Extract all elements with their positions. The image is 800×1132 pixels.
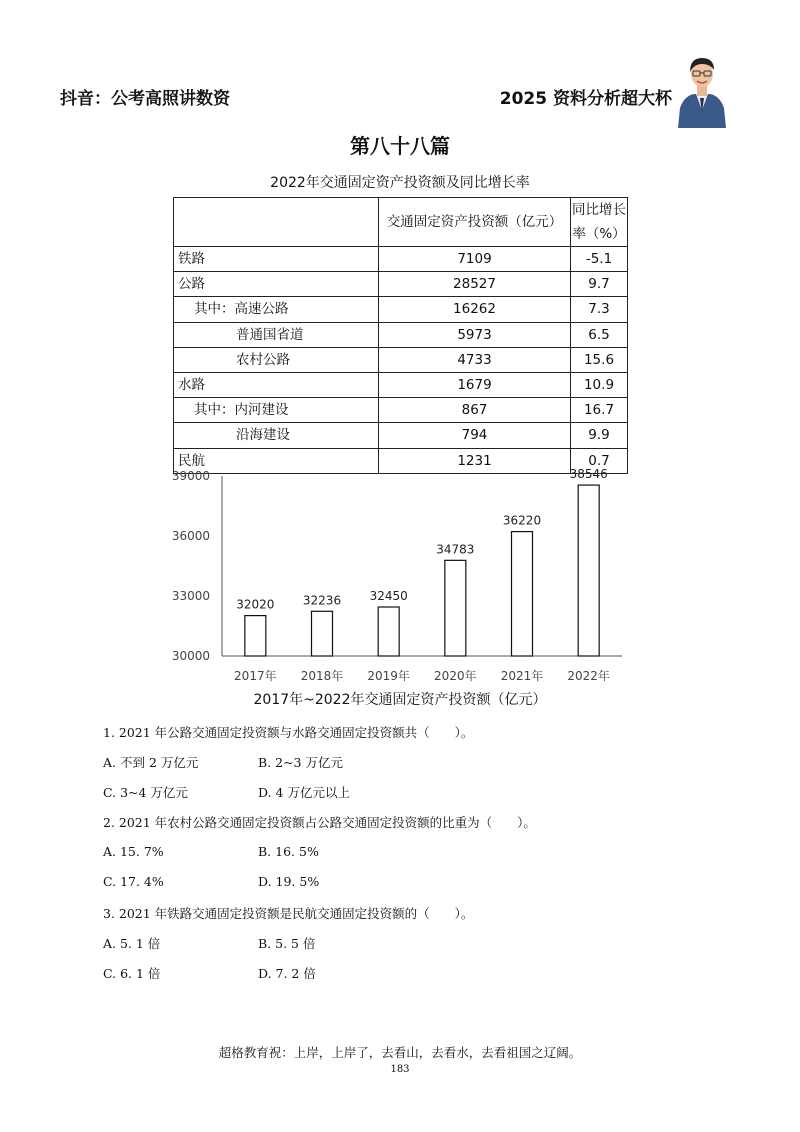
bar-value-label: 32236 (302, 593, 342, 608)
x-tick-label: 2020年 (434, 669, 477, 683)
y-tick-label: 39000 (171, 469, 210, 483)
page-number: 183 (390, 1064, 410, 1075)
footer-blessing: 超格教育祝：上岸，上岸了，去看山，去看水，去看祖国之辽阔。 (218, 1045, 582, 1060)
table-title: 2022年交通固定资产投资额及同比增长率 (270, 175, 530, 191)
investment-table (173, 197, 628, 474)
q1-option-c: C. 3~4 万亿元 (103, 785, 188, 800)
x-tick-label: 2021年 (500, 669, 544, 683)
q3-option-d: D. 7. 2 倍 (258, 966, 316, 981)
q1-option-d: D. 4 万亿元以上 (258, 785, 350, 800)
bar-2017年 (245, 616, 266, 656)
row-value: 7109 (379, 247, 571, 272)
x-tick-label: 2018年 (300, 669, 344, 683)
question-1: 1. 2021 年公路交通固定投资额与水路交通固定投资额共（ ）。 (103, 725, 474, 740)
row-value: 4733 (379, 347, 571, 372)
q2-option-a: A. 15. 7% (103, 844, 164, 859)
page-title: 第八十八篇 (350, 134, 450, 158)
question-2: 2. 2021 年农村公路交通固定投资额占公路交通固定投资额的比重为（ ）。 (103, 815, 536, 830)
row-label: 沿海建设 (174, 423, 379, 448)
bar-value-label: 32020 (236, 597, 275, 612)
bar-value-label: 34783 (436, 542, 475, 557)
x-tick-label: 2017年 (234, 669, 277, 683)
bar-2018年 (312, 611, 333, 656)
x-tick-label: 2019年 (367, 669, 410, 683)
table-header-row (174, 198, 628, 247)
header-right: 2025 资料分析超大杯 (499, 89, 672, 109)
q2-option-d: D. 19. 5% (258, 874, 320, 889)
row-value: 5973 (379, 322, 571, 347)
header-cell: 交通固定资产投资额（亿元） (379, 198, 571, 247)
table-row (174, 398, 628, 423)
row-value: 16262 (379, 297, 571, 322)
table-row (174, 272, 628, 297)
row-label: 农村公路 (174, 347, 379, 372)
bar-2021年 (512, 532, 533, 656)
row-rate: 10.9 (571, 372, 628, 397)
table-row (174, 297, 628, 322)
table-row (174, 322, 628, 347)
table-row (174, 372, 628, 397)
row-rate: 6.5 (571, 322, 628, 347)
header-cell (174, 198, 379, 247)
bar-value-label: 36220 (502, 513, 542, 528)
x-tick-label: 2022年 (567, 669, 610, 683)
row-rate: 9.7 (571, 272, 628, 297)
q1-option-a: A. 不到 2 万亿元 (103, 755, 199, 770)
row-value: 794 (379, 423, 571, 448)
row-label: 民航 (174, 448, 379, 473)
row-value: 1231 (379, 448, 571, 473)
header-left: 抖音：公考高照讲数资 (60, 89, 230, 109)
bar-2020年 (445, 560, 466, 656)
row-label: 其中：高速公路 (174, 297, 379, 322)
row-label: 铁路 (174, 247, 379, 272)
row-rate: 9.9 (571, 423, 628, 448)
q2-option-c: C. 17. 4% (103, 874, 164, 889)
q1-option-b: B. 2~3 万亿元 (258, 755, 343, 770)
chart-title: 2017年~2022年交通固定资产投资额（亿元） (253, 692, 547, 708)
bar-value-label: 32450 (369, 589, 408, 603)
row-rate: 0.7 (571, 448, 628, 473)
bar-value-label: 38546 (569, 467, 608, 482)
row-label: 公路 (174, 272, 379, 297)
table-row (174, 247, 628, 272)
question-3: 3. 2021 年铁路交通固定投资额是民航交通固定投资额的（ ）。 (103, 906, 474, 921)
q3-option-a: A. 5. 1 倍 (103, 936, 161, 951)
row-rate: 7.3 (571, 297, 628, 322)
row-rate: 15.6 (571, 347, 628, 372)
y-tick-label: 30000 (171, 649, 210, 663)
q3-option-b: B. 5. 5 倍 (258, 936, 316, 951)
row-value: 1679 (379, 372, 571, 397)
row-label: 其中：内河建设 (174, 398, 379, 423)
table-row (174, 347, 628, 372)
bar-2022年 (578, 485, 599, 656)
q2-option-b: B. 16. 5% (258, 844, 319, 859)
header-cell: 同比增长率（%） (571, 198, 628, 247)
y-tick-label: 33000 (171, 589, 210, 603)
bar-2019年 (378, 607, 399, 656)
row-value: 28527 (379, 272, 571, 297)
row-rate: -5.1 (571, 247, 628, 272)
presenter-photo (676, 50, 728, 128)
row-value: 867 (379, 398, 571, 423)
row-rate: 16.7 (571, 398, 628, 423)
investment-bar-chart (160, 460, 640, 688)
y-tick-label: 36000 (171, 529, 210, 543)
row-label: 普通国省道 (174, 322, 379, 347)
table-row (174, 423, 628, 448)
row-label: 水路 (174, 372, 379, 397)
q3-option-c: C. 6. 1 倍 (103, 966, 161, 981)
